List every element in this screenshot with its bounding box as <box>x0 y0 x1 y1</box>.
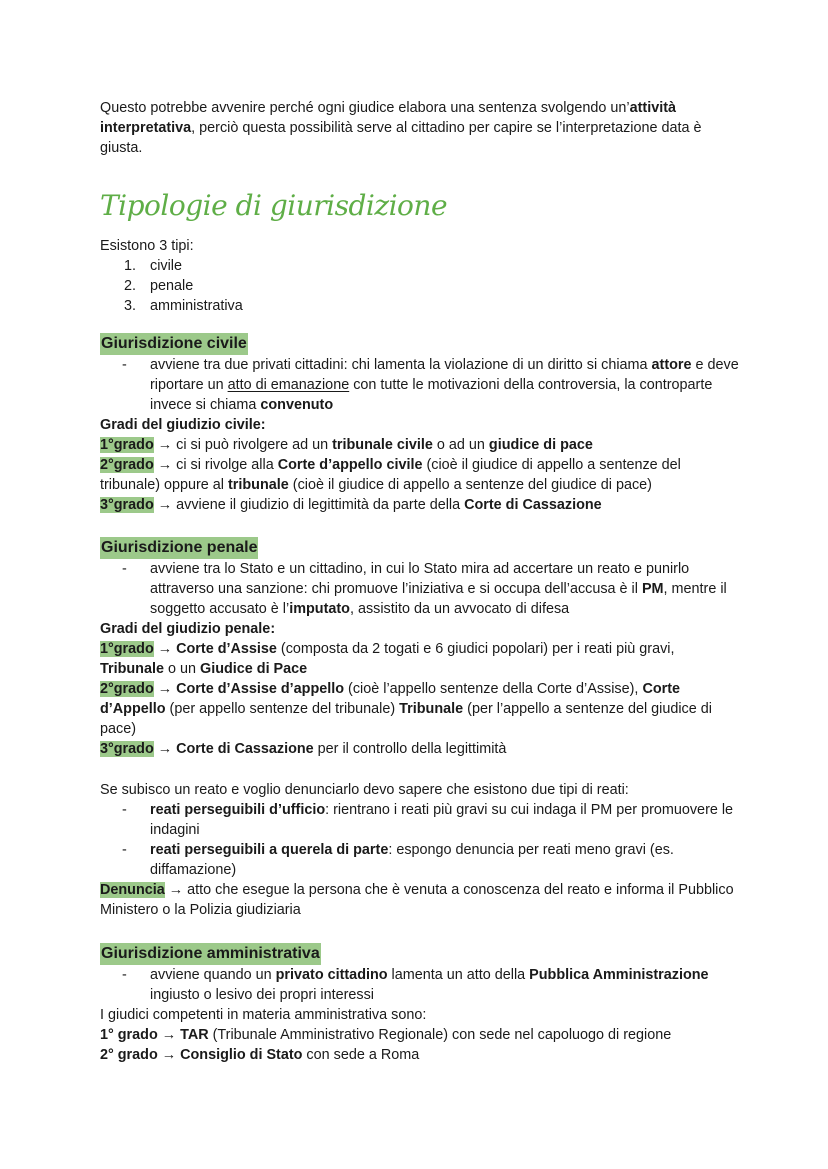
list-item: - avviene tra due privati cittadini: chi lamenta la violazione di un diritto si chiama attore e deve riportare un atto di emanazione con tutte le motivazioni della controversia, la controparte invece si chiama convenuto <box>122 357 739 413</box>
penale-section <box>100 537 740 759</box>
amministrativa-section <box>100 943 740 1065</box>
list-item: - reati perseguibili d’ufficio: rientrano i reati più gravi su cui indaga il PM per promuovere le indagini <box>122 802 734 838</box>
reati-lead: Se subisco un reato e voglio denunciarlo devo sapere che esistono due tipi di reati: <box>100 782 629 798</box>
penale-bullets <box>100 559 740 619</box>
section-heading: Tipologie di giurisdizione <box>100 189 448 222</box>
list-item: - avviene quando un privato cittadino lamenta un atto della Pubblica Amministrazione ingiusto o lesivo dei propri interessi <box>122 967 709 1003</box>
penale-grado-3: 3°grado → Corte di Cassazione per il controllo della legittimità <box>100 741 507 757</box>
list-item: 3. amministrativa <box>124 298 243 314</box>
civile-grado-2: 2°grado → ci si rivolge alla Corte d’appello civile (cioè il giudice di appello a sentenze del tribunale) oppure al tribunale (cioè il giudice di appello a sentenze del giudice di pace) <box>100 457 681 493</box>
amministrativa-grado-1: 1° grado → TAR (Tribunale Amministrativo Regionale) con sede nel capoluogo di regione <box>100 1027 672 1043</box>
penale-grado-2: 2°grado → Corte d’Assise d’appello (cioè l’appello sentenze della Corte d’Assise), Corte d’Appello (per appello sentenze del tribunale) Tribunale (per l’appello a sentenze del giudice di pace) <box>100 681 712 737</box>
civile-bullets <box>100 355 740 415</box>
types-list <box>100 256 740 316</box>
list-item: - reati perseguibili a querela di parte: espongo denuncia per reati meno gravi (es. diffamazione) <box>122 842 674 878</box>
list-item: - avviene tra lo Stato e un cittadino, in cui lo Stato mira ad accertare un reato e punirlo attraverso una sanzione: chi promuove l’iniziativa e si occupa dell’accusa è il PM, mentre il soggetto accusato è l’imputato, assistito da un avvocato di difesa <box>122 561 727 617</box>
reati-list <box>100 800 740 880</box>
civile-title: Giurisdizione civile <box>100 333 248 355</box>
list-item: 1. civile <box>124 258 182 274</box>
denuncia-paragraph: Denuncia → atto che esegue la persona che è venuta a conoscenza del reato e informa il Pubblico Ministero o la Polizia giudiziaria <box>100 882 734 918</box>
amministrativa-lead: I giudici competenti in materia amministrativa sono: <box>100 1007 427 1023</box>
civile-grado-3: 3°grado → avviene il giudizio di legittimità da parte della Corte di Cassazione <box>100 497 602 513</box>
civile-gradi-title: Gradi del giudizio civile: <box>100 417 266 433</box>
reati-block <box>100 780 740 920</box>
amministrativa-title: Giurisdizione amministrativa <box>100 943 321 965</box>
list-item: 2. penale <box>124 278 194 294</box>
types-block <box>100 236 740 316</box>
penale-gradi-title: Gradi del giudizio penale: <box>100 621 276 637</box>
intro-paragraph: Questo potrebbe avvenire perché ogni giudice elabora una sentenza svolgendo un’attività interpretativa, perciò questa possibilità serve al cittadino per capire se l’interpretazione data è giusta. <box>100 100 702 156</box>
penale-grado-1: 1°grado → Corte d’Assise (composta da 2 togati e 6 giudici popolari) per i reati più gravi, Tribunale o un Giudice di Pace <box>100 641 675 677</box>
penale-title: Giurisdizione penale <box>100 537 258 559</box>
amministrativa-grado-2: 2° grado → Consiglio di Stato con sede a Roma <box>100 1047 420 1063</box>
amministrativa-bullets <box>100 965 740 1005</box>
civile-section <box>100 333 740 515</box>
types-lead: Esistono 3 tipi: <box>100 238 194 254</box>
civile-grado-1: 1°grado → ci si può rivolgere ad un tribunale civile o ad un giudice di pace <box>100 437 593 453</box>
